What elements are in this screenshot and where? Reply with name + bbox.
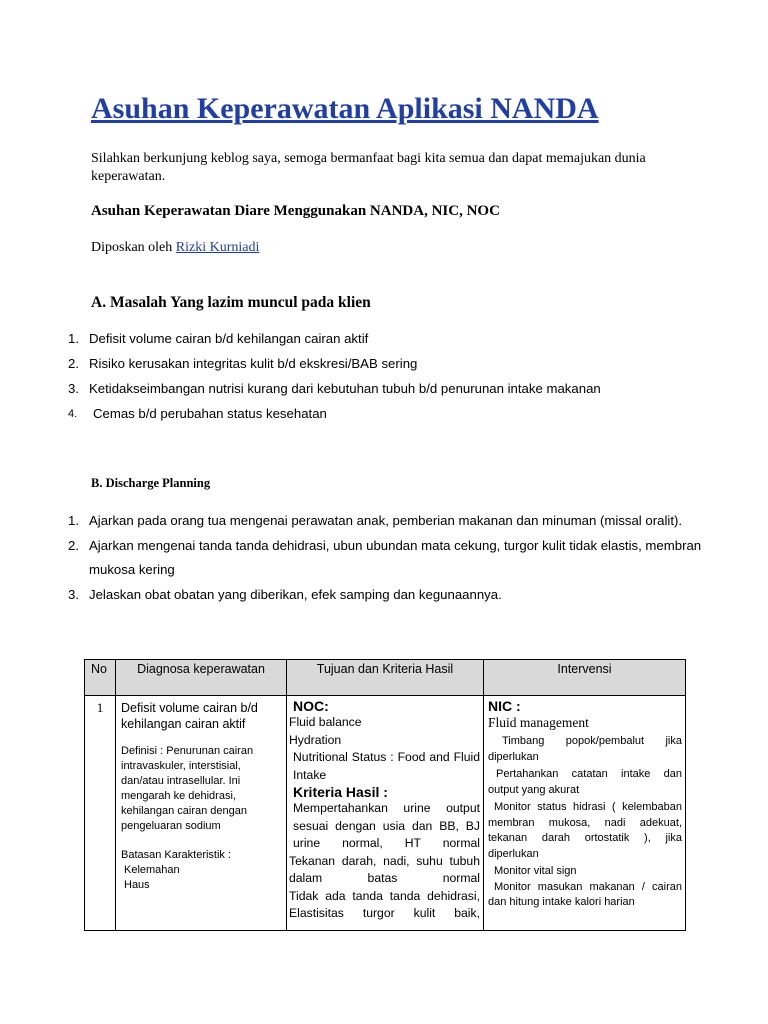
article-subtitle: Asuhan Keperawatan Diare Menggunakan NANDA, NIC, NOC bbox=[91, 203, 500, 219]
list-item bbox=[68, 405, 708, 430]
list-text: Defisit volume cairan b/d kehilangan cairan aktif bbox=[89, 331, 369, 346]
list-text: Jelaskan obat obatan yang diberikan, efek samping dan kegunaannya. bbox=[89, 586, 502, 602]
diagnosis-cell bbox=[116, 696, 287, 931]
header-intervention: Intervensi bbox=[484, 660, 686, 696]
batasan-item: Kelemahan bbox=[124, 864, 180, 876]
list-text: Risiko kerusakan integritas kulit b/d ekskresi/BAB sering bbox=[89, 356, 418, 371]
list-number: 3. bbox=[68, 586, 79, 602]
problem-list bbox=[68, 330, 708, 430]
list-number: 2. bbox=[68, 537, 79, 553]
noc-item: Hydration bbox=[289, 732, 342, 747]
author-link[interactable]: Rizki Kurniadi bbox=[175, 240, 260, 255]
list-text: Ketidakseimbangan nutrisi kurang dari kebutuhan tubuh b/d penurunan intake makanan bbox=[89, 381, 601, 396]
header-diagnosis: Diagnosa keperawatan bbox=[116, 660, 287, 696]
header-goals: Tujuan dan Kriteria Hasil bbox=[287, 660, 484, 696]
list-item bbox=[68, 534, 708, 583]
batasan-label: Batasan Karakteristik : bbox=[121, 849, 232, 861]
list-item bbox=[68, 509, 708, 534]
noc-label: NOC: bbox=[293, 698, 329, 714]
intro-paragraph: Silahkan berkunjung keblog saya, semoga bermanfaat bagi kita semua dan dapat memajukan dunia keperawatan. bbox=[91, 151, 646, 184]
batasan-item: Haus bbox=[124, 879, 150, 891]
list-text: Ajarkan pada orang tua mengenai perawatan anak, pemberian makanan dan minuman (missal oralit). bbox=[89, 513, 683, 528]
list-text: Cemas b/d perubahan status kesehatan bbox=[93, 406, 327, 421]
diagnosis-text: Defisit volume cairan b/d kehilangan cairan aktif bbox=[121, 701, 258, 731]
row-number: 1 bbox=[85, 696, 116, 931]
noc-item: Nutritional Status : Food and Fluid Intake bbox=[293, 750, 480, 782]
list-number: 1. bbox=[68, 331, 79, 346]
list-number: 4. bbox=[68, 408, 78, 420]
kriteria-item: Tekanan darah, nadi, suhu tubuh dalam batas normal bbox=[289, 853, 480, 885]
nic-title: Fluid management bbox=[488, 715, 589, 730]
care-plan-table bbox=[84, 659, 686, 931]
posted-prefix: Diposkan oleh bbox=[91, 240, 173, 255]
table-header-row bbox=[85, 660, 686, 696]
table-row bbox=[85, 696, 686, 931]
section-a-heading: A. Masalah Yang lazim muncul pada klien bbox=[91, 294, 371, 311]
section-b-heading: B. Discharge Planning bbox=[91, 476, 211, 490]
kriteria-label: Kriteria Hasil : bbox=[293, 784, 388, 800]
document-title[interactable]: Asuhan Keperawatan Aplikasi NANDA bbox=[91, 92, 599, 125]
kriteria-item: Tidak ada tanda tanda dehidrasi, Elastisitas turgor kulit baik, bbox=[289, 888, 480, 920]
list-text: Ajarkan mengenai tanda tanda dehidrasi, ubun ubundan mata cekung, turgor kulit tidak elastis, membran mukosa kering bbox=[89, 537, 702, 577]
list-number: 1. bbox=[68, 513, 79, 528]
list-number: 3. bbox=[68, 381, 79, 396]
list-item bbox=[68, 583, 708, 608]
posted-by-line bbox=[91, 240, 259, 256]
intervention-cell bbox=[484, 696, 686, 931]
discharge-list bbox=[68, 509, 708, 607]
list-number: 2. bbox=[68, 356, 79, 371]
header-no: No bbox=[85, 660, 116, 696]
list-item bbox=[68, 355, 708, 380]
nic-item: Timbang popok/pembalut jika diperlukan bbox=[488, 735, 682, 763]
list-item bbox=[68, 380, 708, 405]
nic-item: Monitor vital sign bbox=[494, 865, 577, 877]
definition-text: Definisi : Penurunan cairan intravaskuler, interstisial, dan/atau intrasellular. Ini mengarah ke dehidrasi, kehilangan cairan dengan pengeluaran sodium bbox=[121, 745, 254, 832]
kriteria-item: Mempertahankan urine output sesuai dengan usia dan BB, BJ urine normal, HT normal bbox=[293, 801, 480, 850]
nic-item: Pertahankan catatan intake dan output yang akurat bbox=[488, 768, 682, 796]
nic-item: Monitor status hidrasi ( kelembaban membran mukosa, nadi adekuat, tekanan darah ortostatik ), jika diperlukan bbox=[488, 801, 682, 860]
nic-item: Monitor masukan makanan / cairan dan hitung intake kalori harian bbox=[488, 880, 682, 908]
nic-label: NIC : bbox=[488, 698, 521, 714]
goals-cell bbox=[287, 696, 484, 931]
list-item bbox=[68, 330, 708, 355]
noc-item: Fluid balance bbox=[289, 715, 362, 729]
